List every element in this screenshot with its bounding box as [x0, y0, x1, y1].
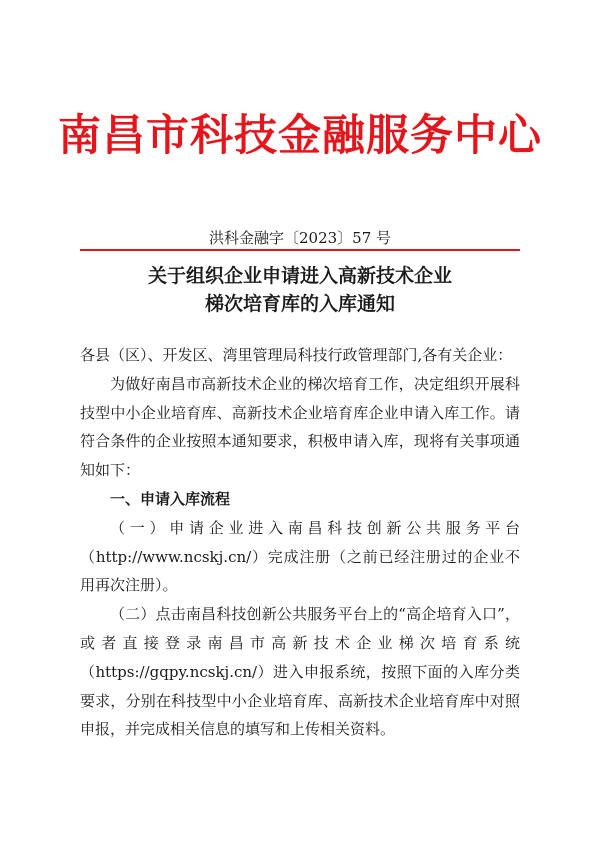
title-line-1: 关于组织企业申请进入高新技术企业: [147, 265, 452, 287]
intro-paragraph: 为做好南昌市高新技术企业的梯次培育工作，决定组织开展科技型中小企业培育库、高新技术企业培育库企业申请入库工作。请符合条件的企业按照本通知要求，积极申请入库，现将有关事项通知如下：: [80, 374, 520, 480]
step-2-paragraph: （二）点击南昌科技创新公共服务平台上的“高企培育入口”，或者直接登录南昌市高新技术企业梯次培育系统（https://gqpy.ncskj.cn/）进入申报系统，按照下面的入库分类要求，分别在科技型中小企业培育库、高新技术企业培育库中对照申报，并完成相关信息的填写和上传相关资料。: [80, 605, 520, 739]
salutation: 各县（区）、开发区、湾里管理局科技行政管理部门,各有关企业：: [80, 346, 513, 364]
red-separator-line: [80, 249, 520, 251]
section-heading-application-process: 一、申请入库流程: [110, 489, 231, 508]
issuing-organization-header: 南昌市科技金融服务中心: [58, 111, 542, 161]
step-1-paragraph: （一）申请企业进入南昌科技创新公共服务平台（http://www.ncskj.cn/）完成注册（之前已经注册过的企业不用再次注册）。: [80, 518, 520, 595]
document-number: 洪科金融字〔2023〕57 号: [208, 229, 392, 247]
document-body: [80, 341, 520, 744]
document-title: [0, 262, 600, 318]
title-line-2: 梯次培育库的入库通知: [204, 293, 395, 315]
